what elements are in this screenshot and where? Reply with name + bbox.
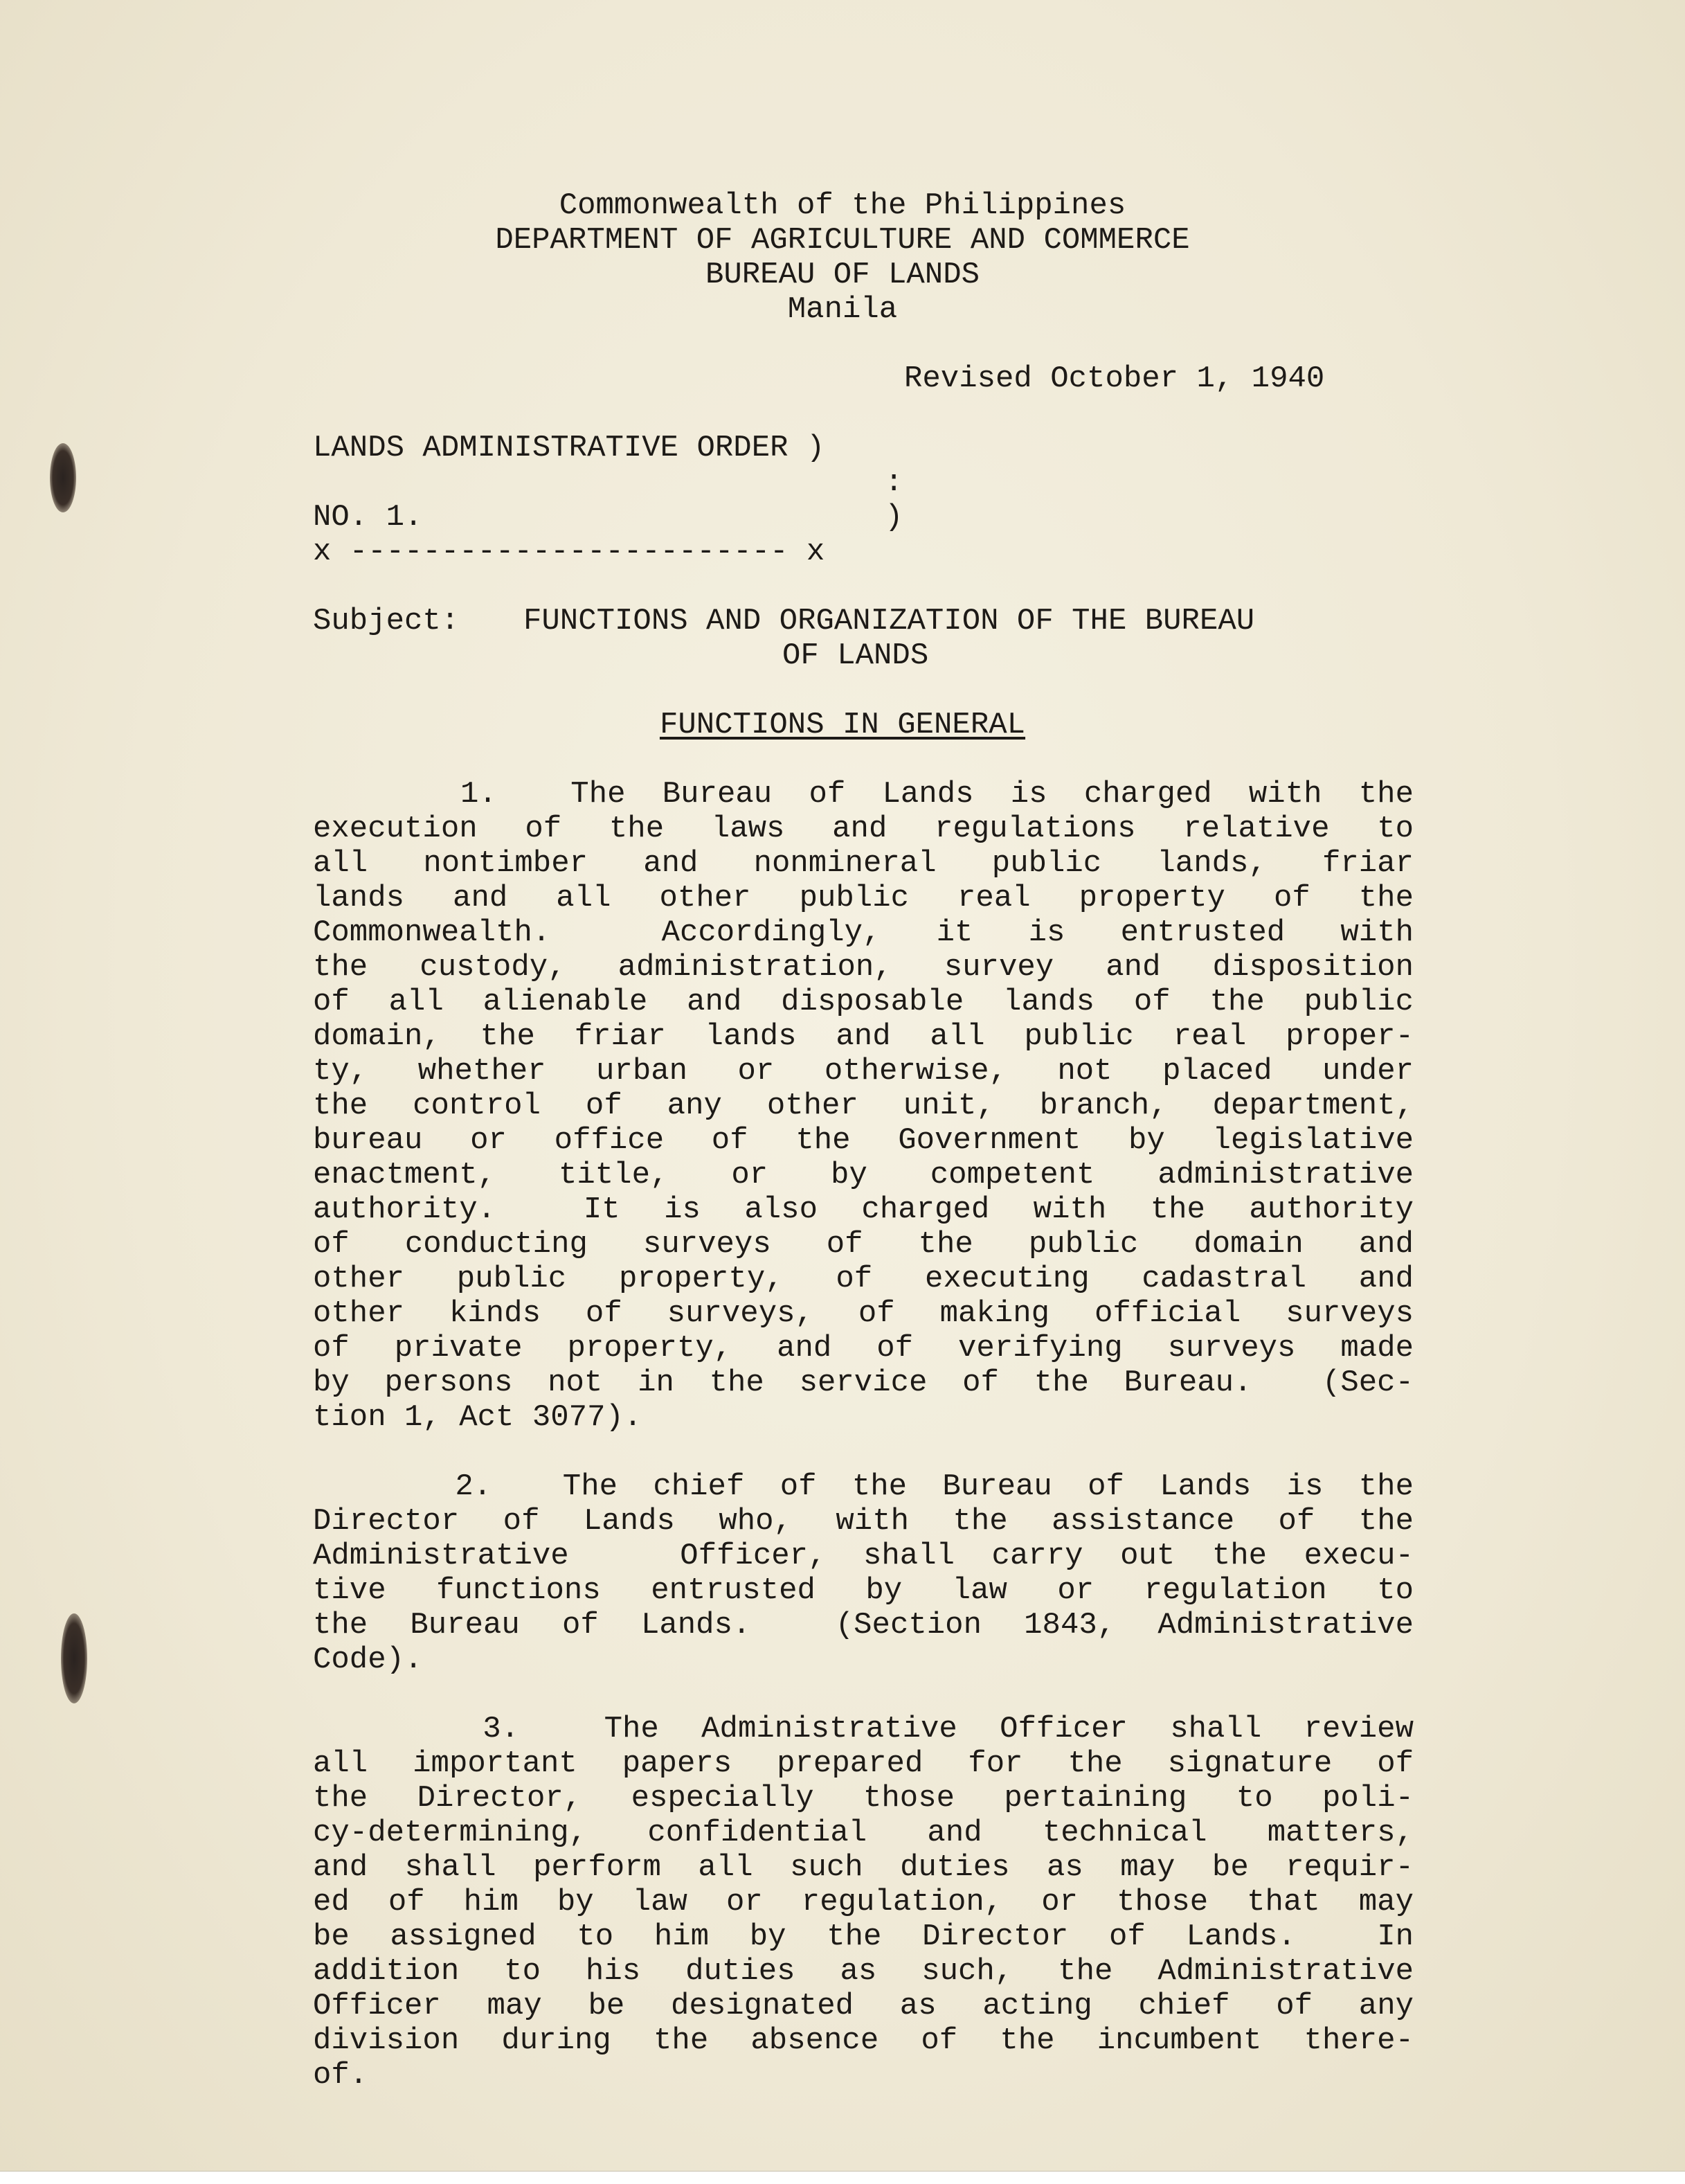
paragraph-line: execution of the laws and regulations relative to [313, 812, 1414, 846]
header-line-3: BUREAU OF LANDS [705, 258, 980, 292]
paragraph-line: bureau or office of the Government by legislative [313, 1123, 1414, 1158]
paragraph-line: of conducting surveys of the public domain and [313, 1227, 1414, 1262]
paragraph-line: Officer may be designated as acting chief of any [313, 1989, 1414, 2023]
order-number: NO. 1. [313, 500, 423, 535]
order-rule: x ------------------------ x [313, 535, 825, 569]
header-line-2: DEPARTMENT OF AGRICULTURE AND COMMERCE [495, 223, 1190, 258]
paragraph-line: enactment, title, or by competent administrative [313, 1158, 1414, 1192]
subject-text-1: FUNCTIONS AND ORGANIZATION OF THE BUREAU [523, 604, 1255, 638]
paragraph-line: domain, the friar lands and all public real proper- [313, 1019, 1414, 1054]
order-title: LANDS ADMINISTRATIVE ORDER ) [313, 431, 825, 465]
paragraph-line: the Bureau of Lands. (Section 1843, Administrative [313, 1608, 1414, 1643]
section-heading: FUNCTIONS IN GENERAL [659, 708, 1026, 742]
paragraph-line: 3. The Administrative Officer shall review [313, 1712, 1414, 1746]
paragraph-line: of. [313, 2058, 368, 2093]
paragraph-line: other public property, of executing cadastral and [313, 1262, 1414, 1296]
punch-hole-top [50, 443, 76, 512]
paragraph-line: ed of him by law or regulation, or those that may [313, 1885, 1414, 1919]
paragraph-line: of private property, and of verifying surveys made [313, 1331, 1414, 1366]
paragraph-line: Code). [313, 1643, 423, 1677]
paragraph-line: tive functions entrusted by law or regulation to [313, 1573, 1414, 1608]
scan-footer-strip [0, 2171, 1685, 2184]
paragraph-line: of all alienable and disposable lands of the public [313, 985, 1414, 1019]
paragraph-line: Commonwealth. Accordingly, it is entrusted with [313, 915, 1414, 950]
paragraph-line: all nontimber and nonmineral public lands, friar [313, 846, 1414, 881]
header-line-4: Manila [787, 292, 898, 327]
paragraph-line: cy-determining, confidential and technical matters, [313, 1816, 1414, 1850]
paragraph-line: all important papers prepared for the signature of [313, 1746, 1414, 1781]
order-paren: ) [885, 500, 903, 535]
order-colon: : [885, 465, 903, 500]
paragraph-line: Director of Lands who, with the assistance of the [313, 1504, 1414, 1539]
paragraph-line: 1. The Bureau of Lands is charged with the [313, 777, 1414, 812]
paragraph-line: lands and all other public real property of the [313, 881, 1414, 915]
punch-hole-bottom [61, 1613, 87, 1703]
paragraph-line: the Director, especially those pertaining to poli- [313, 1781, 1414, 1816]
paragraph-line: and shall perform all such duties as may be requir- [313, 1850, 1414, 1885]
paragraph-line: division during the absence of the incumbent there- [313, 2023, 1414, 2058]
paragraph-line: be assigned to him by the Director of Lands. In [313, 1919, 1414, 1954]
paragraph-line: Administrative Officer, shall carry out the execu- [313, 1539, 1414, 1573]
subject-label: Subject: [313, 604, 460, 638]
paragraph-line: by persons not in the service of the Bureau. (Sec- [313, 1366, 1414, 1400]
header-line-1: Commonwealth of the Philippines [559, 188, 1126, 223]
paragraph-line: other kinds of surveys, of making official surveys [313, 1296, 1414, 1331]
paragraph-line: authority. It is also charged with the authority [313, 1192, 1414, 1227]
revision-date: Revised October 1, 1940 [904, 361, 1325, 396]
paragraph-line: 2. The chief of the Bureau of Lands is the [313, 1469, 1414, 1504]
paragraph-line: the control of any other unit, branch, department, [313, 1089, 1414, 1123]
subject-text-2: OF LANDS [782, 638, 929, 673]
paragraph-line: addition to his duties as such, the Administrative [313, 1954, 1414, 1989]
paragraph-line: ty, whether urban or otherwise, not placed under [313, 1054, 1414, 1089]
paragraph-line: tion 1, Act 3077). [313, 1400, 642, 1435]
paragraph-line: the custody, administration, survey and disposition [313, 950, 1414, 985]
